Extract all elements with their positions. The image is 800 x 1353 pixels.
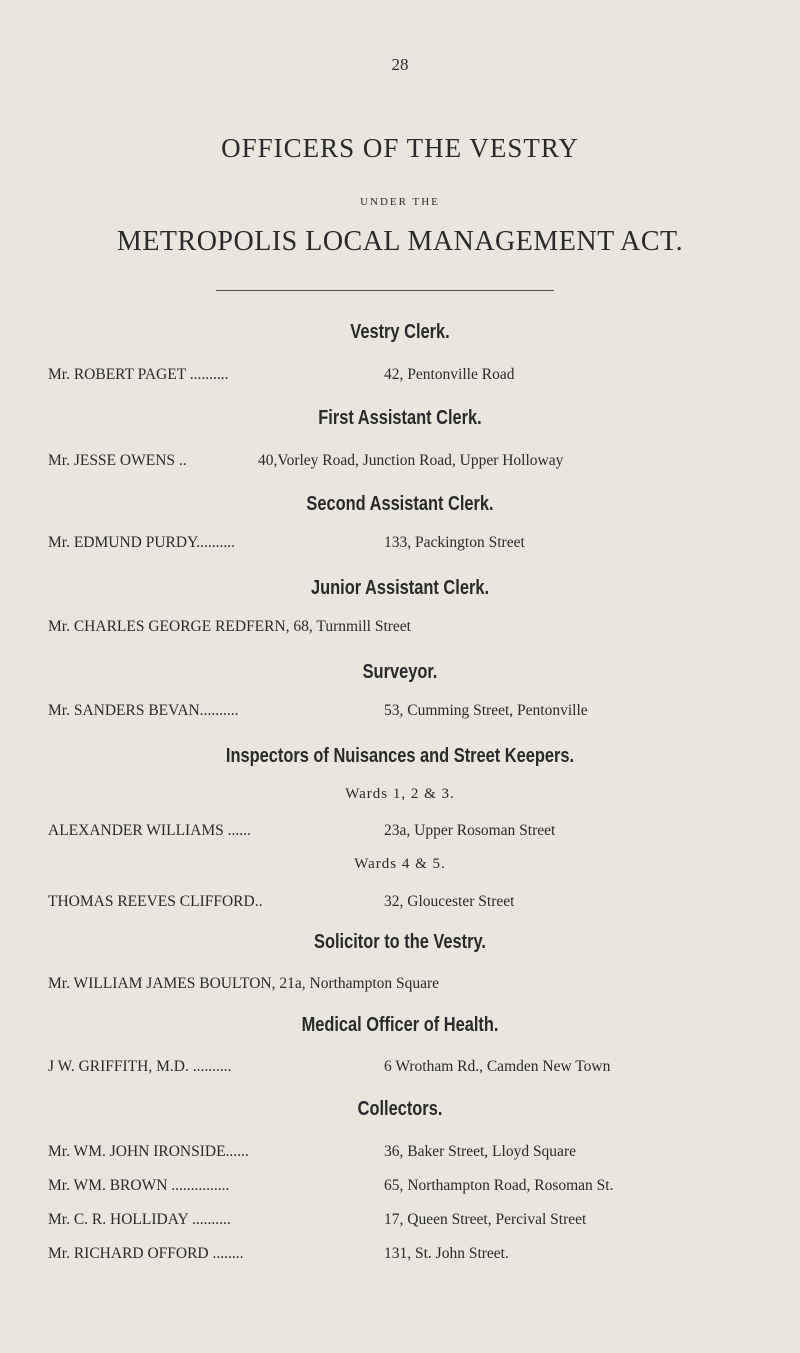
collector-name: Mr. C. R. HOLLIDAY .......... <box>48 1211 231 1228</box>
entry-address: 23a, Upper Rosoman Street <box>384 822 556 839</box>
entry-address: 32, Gloucester Street <box>384 893 515 910</box>
collector-name: Mr. WM. JOHN IRONSIDE...... <box>48 1143 249 1160</box>
entry-name: Mr. EDMUND PURDY.......... <box>48 534 236 551</box>
entry-address: 53, Cumming Street, Pentonville <box>384 702 588 719</box>
section-heading-vestry-clerk: Vestry Clerk. <box>350 321 450 343</box>
wards-label: Wards 1, 2 & 3. <box>345 786 455 802</box>
collector-address: 131, St. John Street. <box>384 1245 509 1262</box>
collector-name: Mr. RICHARD OFFORD ........ <box>48 1245 244 1262</box>
wards-label: Wards 4 & 5. <box>354 856 446 872</box>
entry-name: ALEXANDER WILLIAMS ...... <box>48 822 251 839</box>
section-heading-medical: Medical Officer of Health. <box>301 1014 499 1036</box>
entry-name: J W. GRIFFITH, M.D. .......... <box>48 1058 232 1075</box>
entry-name: Mr. SANDERS BEVAN.......... <box>48 702 239 719</box>
section-heading-first-assistant: First Assistant Clerk. <box>318 407 482 429</box>
collector-name: Mr. WM. BROWN ............... <box>48 1177 230 1194</box>
entry-address: 6 Wrotham Rd., Camden New Town <box>384 1058 611 1075</box>
page-number: 28 <box>391 55 409 74</box>
section-heading-junior-assistant: Junior Assistant Clerk. <box>310 577 490 599</box>
entry-line: Mr. WILLIAM JAMES BOULTON, 21a, Northampton Square <box>48 975 440 992</box>
entry-name: Mr. JESSE OWENS .. <box>48 452 187 469</box>
section-heading-solicitor: Solicitor to the Vestry. <box>314 931 486 953</box>
entry-name: Mr. ROBERT PAGET .......... <box>48 366 229 383</box>
entry-address: 42, Pentonville Road <box>384 366 515 383</box>
page-subtitle: UNDER THE <box>360 196 440 208</box>
act-title: METROPOLIS LOCAL MANAGEMENT ACT. <box>116 226 684 257</box>
divider <box>216 290 554 291</box>
entry-line: Mr. CHARLES GEORGE REDFERN, 68, Turnmill Street <box>48 618 411 635</box>
collector-address: 65, Northampton Road, Rosoman St. <box>384 1177 614 1194</box>
entry-name: THOMAS REEVES CLIFFORD.. <box>48 893 263 910</box>
collector-address: 17, Queen Street, Percival Street <box>384 1211 587 1228</box>
entry-address: 40,Vorley Road, Junction Road, Upper Holloway <box>258 452 564 469</box>
collector-address: 36, Baker Street, Lloyd Square <box>384 1143 576 1160</box>
section-heading-collectors: Collectors. <box>357 1098 443 1120</box>
section-heading-second-assistant: Second Assistant Clerk. <box>306 493 494 515</box>
section-heading-surveyor: Surveyor. <box>362 661 438 683</box>
page-title: OFFICERS OF THE VESTRY <box>221 133 579 163</box>
entry-address: 133, Packington Street <box>384 534 525 551</box>
section-heading-inspectors: Inspectors of Nuisances and Street Keepers. <box>225 745 575 767</box>
